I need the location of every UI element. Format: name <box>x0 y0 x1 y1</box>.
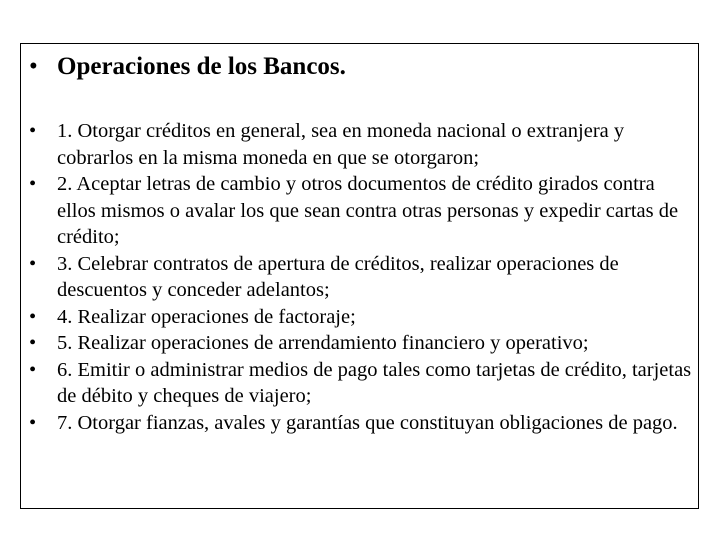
title-bullet: • <box>29 53 38 80</box>
operations-list <box>29 118 694 436</box>
list-item-text: 6. Emitir o administrar medios de pago tales como tarjetas de crédito, tarjetas de débito y cheques de viajero; <box>57 358 692 407</box>
slide-frame <box>20 43 699 509</box>
bullet-marker: • <box>29 411 37 434</box>
list-item-text: 1. Otorgar créditos en general, sea en moneda nacional o extranjera y cobrarlos en la misma moneda en que se otorgaron; <box>57 120 625 169</box>
list-item <box>29 330 694 357</box>
list-item-text: 7. Otorgar fianzas, avales y garantías que constituyan obligaciones de pago. <box>57 411 678 434</box>
slide-title-row <box>29 52 690 82</box>
bullet-marker: • <box>29 252 37 275</box>
list-item <box>29 357 694 410</box>
bullet-marker: • <box>29 120 37 142</box>
bullet-marker: • <box>29 305 37 328</box>
list-item <box>29 118 694 171</box>
list-item <box>29 304 694 331</box>
list-item-text: 2. Aceptar letras de cambio y otros documentos de crédito girados contra ellos mismos o avalar los que sean contra otras personas y expedir cartas de crédito; <box>57 173 679 248</box>
list-item-text: 3. Celebrar contratos de apertura de créditos, realizar operaciones de descuentos y conceder adelantos; <box>57 252 619 301</box>
list-item <box>29 410 694 437</box>
list-item <box>29 171 694 251</box>
bullet-marker: • <box>29 332 37 354</box>
list-item <box>29 251 694 304</box>
list-item-text: 5. Realizar operaciones de arrendamiento financiero y operativo; <box>57 332 589 354</box>
bullet-marker: • <box>29 173 37 195</box>
list-item-text: 4. Realizar operaciones de factoraje; <box>57 305 356 328</box>
bullet-marker: • <box>29 358 37 381</box>
slide-title: Operaciones de los Bancos. <box>57 53 346 80</box>
